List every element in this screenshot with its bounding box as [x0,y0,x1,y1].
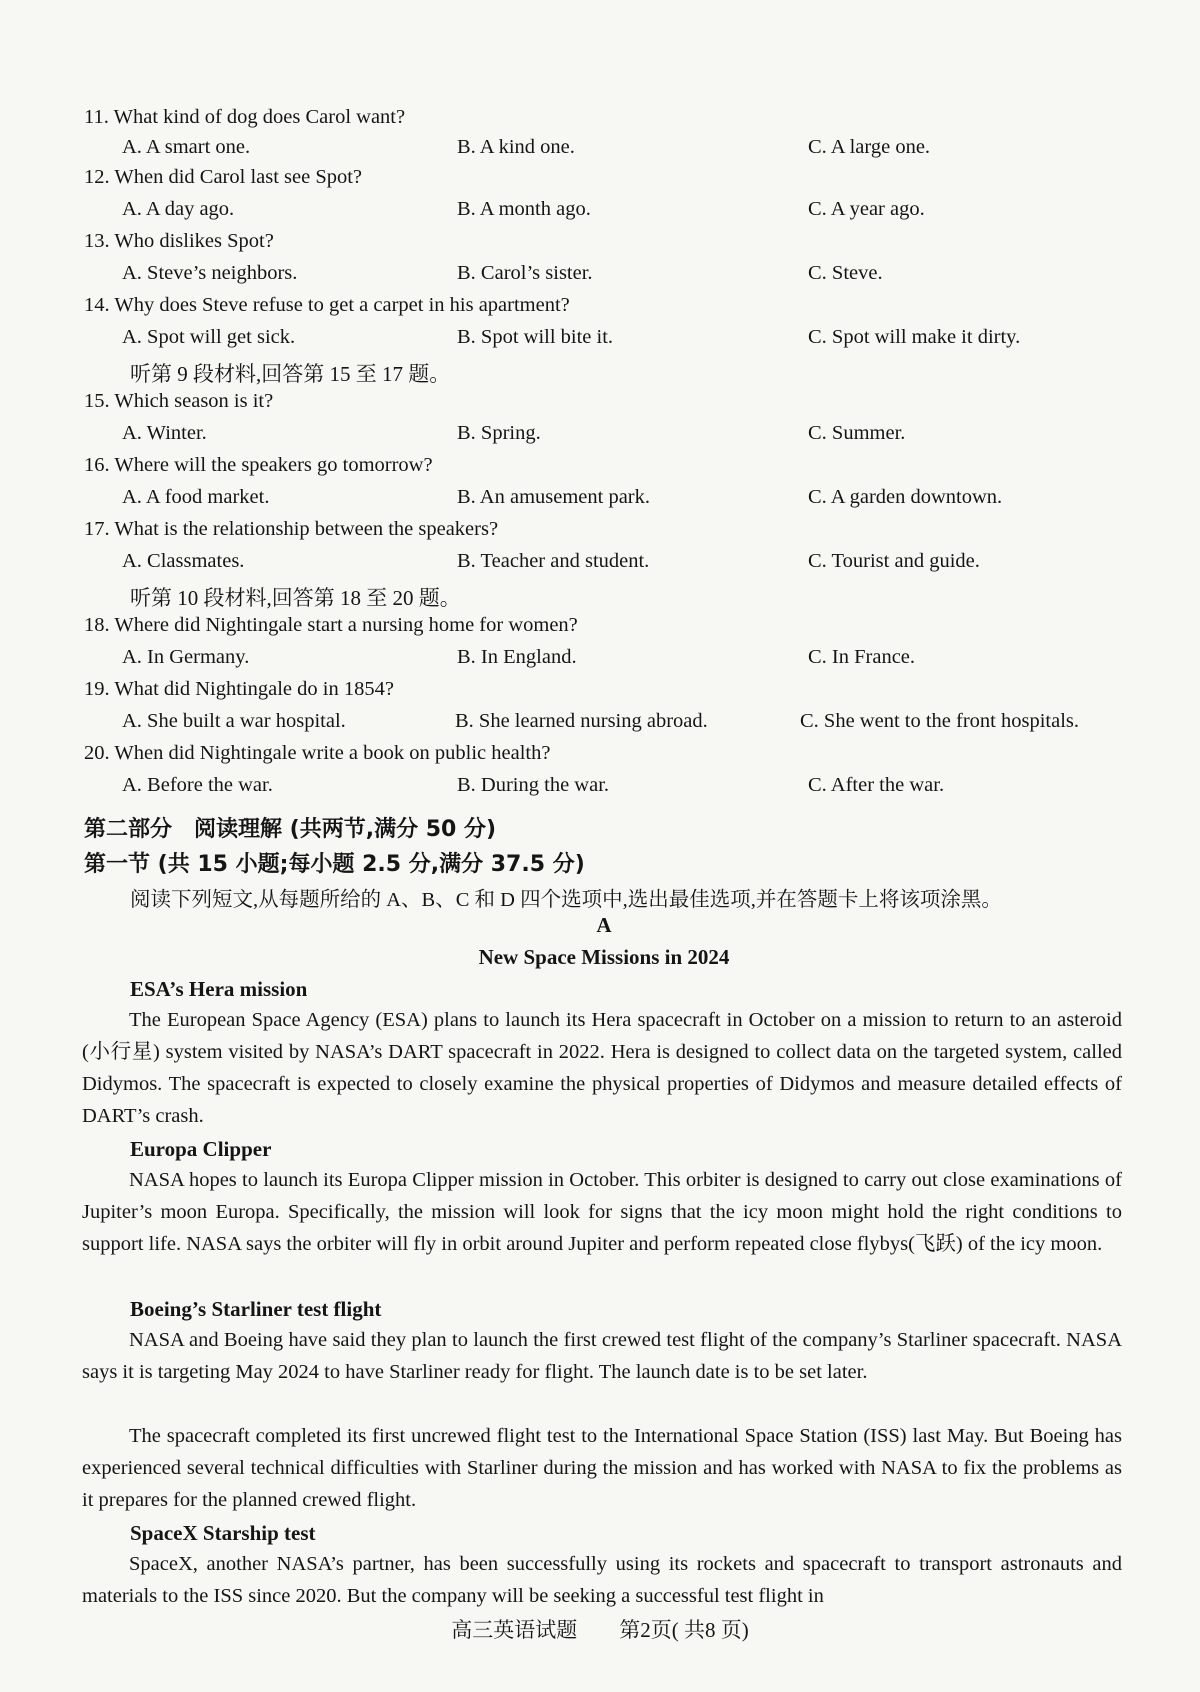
question-13-stem: 13. Who dislikes Spot? [84,230,274,252]
question-11-option-a: A. A smart one. [122,136,251,158]
question-18-stem: 18. Where did Nightingale start a nursing home for women? [84,614,578,636]
question-17-option-b: B. Teacher and student. [457,550,650,572]
question-18-option-b: B. In England. [457,646,577,668]
question-13-option-c: C. Steve. [808,262,883,284]
part-two-heading: 第二部分 阅读理解 (共两节,满分 50 分) [84,817,497,842]
question-12-option-b: B. A month ago. [457,198,591,220]
listening-note-9: 听第 9 段材料,回答第 15 至 17 题。 [130,362,451,386]
question-18-option-c: C. In France. [808,646,916,668]
question-14-stem: 14. Why does Steve refuse to get a carpet in his apartment? [84,294,570,316]
page-footer: 高三英语试题 第2页( 共8 页) [451,1618,749,1642]
section-one-heading: 第一节 (共 15 小题;每小题 2.5 分,满分 37.5 分) [84,852,585,877]
question-19-option-b: B. She learned nursing abroad. [455,710,708,732]
question-20-stem: 20. When did Nightingale write a book on public health? [84,742,551,764]
hera-heading: ESA’s Hera mission [130,977,308,1001]
listening-note-10: 听第 10 段材料,回答第 18 至 20 题。 [130,586,461,610]
question-13-option-b: B. Carol’s sister. [457,262,593,284]
question-15-option-c: C. Summer. [808,422,906,444]
question-12-stem: 12. When did Carol last see Spot? [84,166,363,188]
question-16-option-a: A. A food market. [122,486,270,508]
question-19-option-a: A. She built a war hospital. [122,710,346,732]
question-17-option-a: A. Classmates. [122,550,245,572]
question-11-option-b: B. A kind one. [457,136,575,158]
question-15-stem: 15. Which season is it? [84,390,274,412]
starliner-heading: Boeing’s Starliner test flight [130,1297,382,1321]
hera-paragraph: The European Space Agency (ESA) plans to launch its Hera spacecraft in October on a mission to return to an asteroid (小行星) system visited by NASA’s DART spacecraft in 2022. Hera is designed to collect data on the targeted system, called Didymos. The spacecraft is expected to closely examine the physical properties of Didymos and measure detailed effects of DART’s crash. [82,1009,1122,1127]
passage-title: New Space Missions in 2024 [478,945,730,969]
question-13-option-a: A. Steve’s neighbors. [122,262,298,284]
question-14-option-c: C. Spot will make it dirty. [808,326,1021,348]
question-11-stem: 11. What kind of dog does Carol want? [84,106,406,128]
passage-letter: A [596,913,612,937]
europa-heading: Europa Clipper [130,1137,272,1161]
question-12-option-a: A. A day ago. [122,198,235,220]
starliner-paragraph-2: The spacecraft completed its first uncrewed flight test to the International Space Station (ISS) last May. But Boeing has experienced several technical difficulties with Starliner during the mission and has worked with NASA to fix the problems as it prepares for the planned crewed flight. [82,1425,1122,1511]
question-20-option-a: A. Before the war. [122,774,273,796]
starship-heading: SpaceX Starship test [130,1521,316,1545]
starliner-paragraph-1: NASA and Boeing have said they plan to launch the first crewed test flight of the company’s Starliner spacecraft. NASA says it is targeting May 2024 to have Starliner ready for flight. The launch date is to be set later. [82,1329,1122,1383]
starship-paragraph: SpaceX, another NASA’s partner, has been successfully using its rockets and spacecraft to transport astronauts and materials to the ISS since 2020. But the company will be seeking a successful test flight in [82,1553,1122,1607]
question-19-option-c: C. She went to the front hospitals. [800,710,1080,732]
question-16-stem: 16. Where will the speakers go tomorrow? [84,454,433,476]
question-12-option-c: C. A year ago. [808,198,925,220]
question-18-option-a: A. In Germany. [122,646,250,668]
europa-paragraph: NASA hopes to launch its Europa Clipper mission in October. This orbiter is designed to carry out close examinations of Jupiter’s moon Europa. Specifically, the mission will look for signs that the icy moon might hold the right conditions to support life. NASA says the orbiter will fly in orbit around Jupiter and perform repeated close flybys(飞跃) of the icy moon. [82,1169,1122,1255]
question-16-option-b: B. An amusement park. [457,486,651,508]
question-20-option-b: B. During the war. [457,774,610,796]
question-16-option-c: C. A garden downtown. [808,486,1003,508]
question-11-option-c: C. A large one. [808,136,931,158]
question-19-stem: 19. What did Nightingale do in 1854? [84,678,394,700]
question-15-option-a: A. Winter. [122,422,207,444]
question-20-option-c: C. After the war. [808,774,945,796]
question-17-option-c: C. Tourist and guide. [808,550,980,572]
question-15-option-b: B. Spring. [457,422,541,444]
reading-instruction: 阅读下列短文,从每题所给的 A、B、C 和 D 四个选项中,选出最佳选项,并在答题卡上将该项涂黑。 [130,889,1002,911]
question-17-stem: 17. What is the relationship between the speakers? [84,518,499,540]
question-14-option-b: B. Spot will bite it. [457,326,614,348]
question-14-option-a: A. Spot will get sick. [122,326,296,348]
